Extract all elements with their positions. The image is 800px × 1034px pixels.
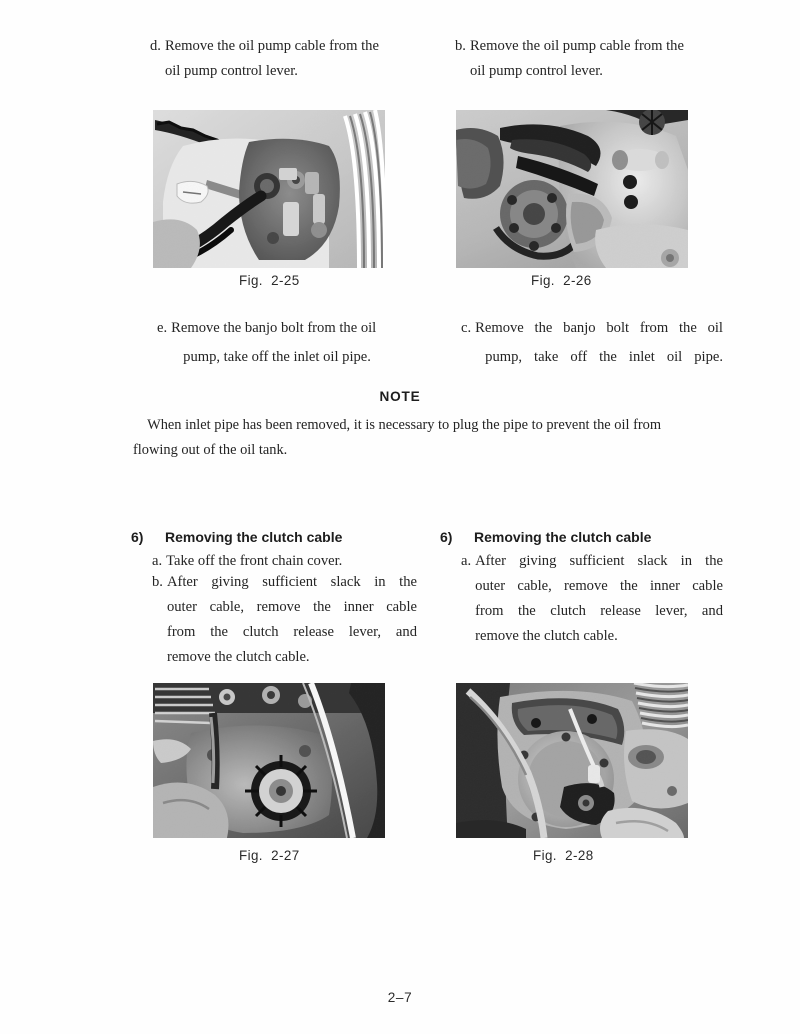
left-item-a-body: Take off the front chain cover. xyxy=(166,553,343,569)
right-item-a-marker: a. xyxy=(461,553,472,569)
note-heading: NOTE xyxy=(379,389,421,404)
right-section-6-number: 6) xyxy=(440,529,453,545)
figure-2-26-caption: Fig. 2-26 xyxy=(531,273,592,288)
figure-2-25-image xyxy=(153,110,385,268)
figure-2-25 xyxy=(153,110,385,268)
note-body xyxy=(133,413,733,463)
left-item-b-body: After giving sufficient slack in the outer cable, remove the inner cable from the clutch release lever, and remove the clutch cable. xyxy=(166,574,417,665)
left-step-d-body: Remove the oil pump cable from the oil pump control lever. xyxy=(164,38,379,79)
figure-2-28-image xyxy=(456,683,688,838)
right-step-c-marker: c. xyxy=(461,320,472,336)
note-line-2: flowing out of the oil tank. xyxy=(133,442,288,458)
right-step-c xyxy=(461,314,723,372)
figure-2-25-caption: Fig. 2-25 xyxy=(239,273,300,288)
left-section-6-item-b xyxy=(152,570,417,670)
right-section-6-heading xyxy=(440,529,651,545)
left-section-6-heading xyxy=(131,529,342,545)
figure-2-27 xyxy=(153,683,385,838)
left-section-6-number: 6) xyxy=(131,529,144,545)
right-section-6-title: Removing the clutch cable xyxy=(474,529,652,545)
left-step-e xyxy=(157,314,395,372)
left-step-e-marker: e. xyxy=(157,320,168,336)
page-number: 2–7 xyxy=(387,990,413,1005)
right-section-6-item-a xyxy=(461,549,723,649)
figure-2-27-image xyxy=(153,683,385,838)
left-item-a-marker: a. xyxy=(152,553,163,569)
figure-2-26 xyxy=(456,110,688,268)
figure-2-27-caption: Fig. 2-27 xyxy=(239,848,300,863)
figure-2-28-caption: Fig. 2-28 xyxy=(533,848,594,863)
left-item-b-marker: b. xyxy=(152,574,163,590)
left-section-6-title: Removing the clutch cable xyxy=(165,529,343,545)
note-line-1: When inlet pipe has been removed, it is necessary to plug the pipe to prevent the oil from xyxy=(133,417,662,433)
figure-2-26-image xyxy=(456,110,688,268)
right-step-c-body: Remove the banjo bolt from the oil pump, take off the inlet oil pipe. xyxy=(475,320,723,365)
left-step-e-body: Remove the banjo bolt from the oil pump, take off the inlet oil pipe. xyxy=(171,320,377,365)
right-step-b-body: Remove the oil pump cable from the oil pump control lever. xyxy=(469,38,684,79)
figure-2-28 xyxy=(456,683,688,838)
right-step-b xyxy=(455,34,723,84)
right-item-a-body: After giving sufficient slack in the outer cable, remove the inner cable from the clutch release lever, and remove the clutch cable. xyxy=(475,553,723,644)
right-step-b-marker: b. xyxy=(455,38,466,54)
left-step-d-marker: d. xyxy=(150,38,161,54)
left-step-d xyxy=(150,34,418,84)
